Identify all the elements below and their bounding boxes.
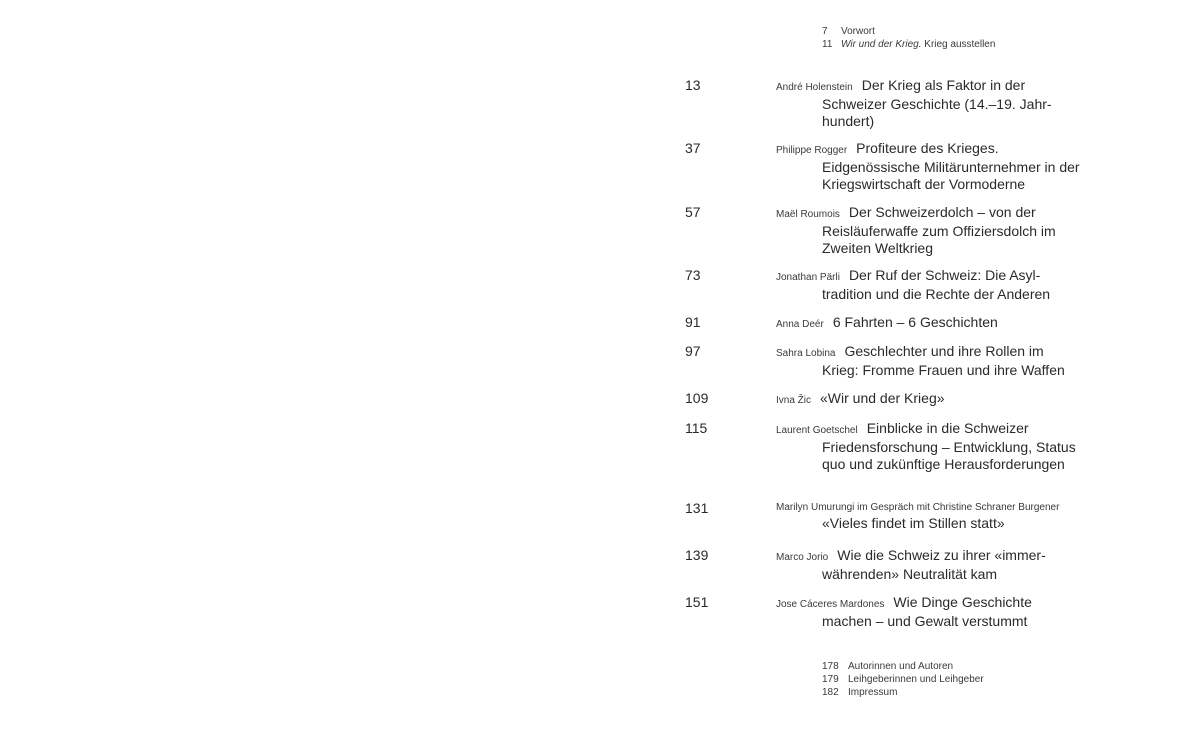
item-title: Autorinnen und Autoren [848, 661, 954, 672]
page-number: 37 [685, 140, 701, 156]
author-name: Philippe Rogger [776, 145, 848, 156]
page-number: 91 [685, 314, 701, 330]
page-number: 151 [685, 594, 709, 610]
page-number: 115 [685, 420, 708, 436]
back-matter-item [822, 686, 984, 699]
page-number: 179 [822, 674, 839, 685]
chapter-title: Einblicke in die Schweizer Friedensforschung – Entwicklung, Status quo und zukünftige Herausforderungen [822, 420, 1076, 472]
entry-body [776, 420, 1084, 473]
chapter-title: Der Ruf der Schweiz: Die Asyltradition und die Rechte der Anderen [822, 267, 1051, 302]
entry-body [776, 77, 1084, 130]
back-matter-list [822, 660, 984, 699]
author-name: Jose Cáceres Mardones [776, 599, 885, 610]
page-number: 73 [685, 267, 701, 283]
author-name: Marilyn Umurungi im Gespräch mit Christine Schraner Burgener [776, 502, 1060, 513]
item-title: Vorwort [841, 26, 875, 37]
chapter-title: «Vieles findet im Stillen statt» [822, 515, 1005, 531]
entry-body [776, 267, 1084, 303]
page-number: 57 [685, 204, 701, 220]
author-name: André Holenstein [776, 82, 853, 93]
chapter-title: Der Schweizerdolch – von der Reisläuferwaffe zum Offiziersdolch im Zweiten Weltkrieg [822, 204, 1056, 256]
page-number: 182 [822, 687, 839, 698]
front-matter-list [822, 25, 995, 51]
item-title: Krieg ausstellen [921, 39, 996, 50]
author-name: Anna Deér [776, 319, 824, 330]
item-title: Impressum [848, 687, 898, 698]
back-matter-item [822, 660, 984, 673]
item-title: Leihgeberinnen und Leihgeber [848, 674, 984, 685]
back-matter-item [822, 673, 984, 686]
chapter-title: Der Krieg als Faktor in der Schweizer Geschichte (14.–19. Jahrhundert) [822, 77, 1052, 129]
page-number: 178 [822, 661, 839, 672]
page-number: 7 [822, 26, 828, 37]
chapter-title: Wie Dinge Geschichte machen – und Gewalt verstummt [822, 594, 1032, 629]
chapter-title: «Wir und der Krieg» [820, 390, 945, 406]
front-matter-item [822, 25, 995, 38]
author-name: Sahra Lobina [776, 348, 836, 359]
page-number: 11 [822, 39, 833, 50]
author-name: Ivna Žic [776, 395, 812, 406]
entry-body [776, 140, 1084, 193]
entry-body [776, 594, 1084, 630]
author-name: Jonathan Pärli [776, 272, 840, 283]
page-number: 13 [685, 77, 701, 93]
author-name: Marco Jorio [776, 552, 829, 563]
entry-body [776, 500, 1084, 532]
chapter-title: Geschlechter und ihre Rollen im Krieg: Fromme Frauen und ihre Waffen [822, 343, 1065, 378]
page-number: 131 [685, 500, 709, 516]
item-title-italic: Wir und der Krieg. [841, 39, 922, 50]
chapter-title: Profiteure des Krieges. Eidgenössische Militärunternehmer in der Kriegswirtschaft der Vormoderne [822, 140, 1080, 192]
front-matter-item [822, 38, 995, 51]
page-number: 97 [685, 343, 701, 359]
page-number: 139 [685, 547, 709, 563]
page-number: 109 [685, 390, 709, 406]
entry-body [776, 314, 1084, 333]
chapter-title: 6 Fahrten – 6 Geschichten [832, 314, 998, 330]
entry-body [776, 390, 1084, 409]
entry-body [776, 343, 1084, 379]
author-name: Maël Roumois [776, 209, 840, 220]
chapter-title: Wie die Schweiz zu ihrer «immerwährenden» Neutralität kam [822, 547, 1046, 582]
author-name: Laurent Goetschel [776, 425, 858, 436]
entry-body [776, 547, 1084, 583]
entry-body [776, 204, 1084, 257]
